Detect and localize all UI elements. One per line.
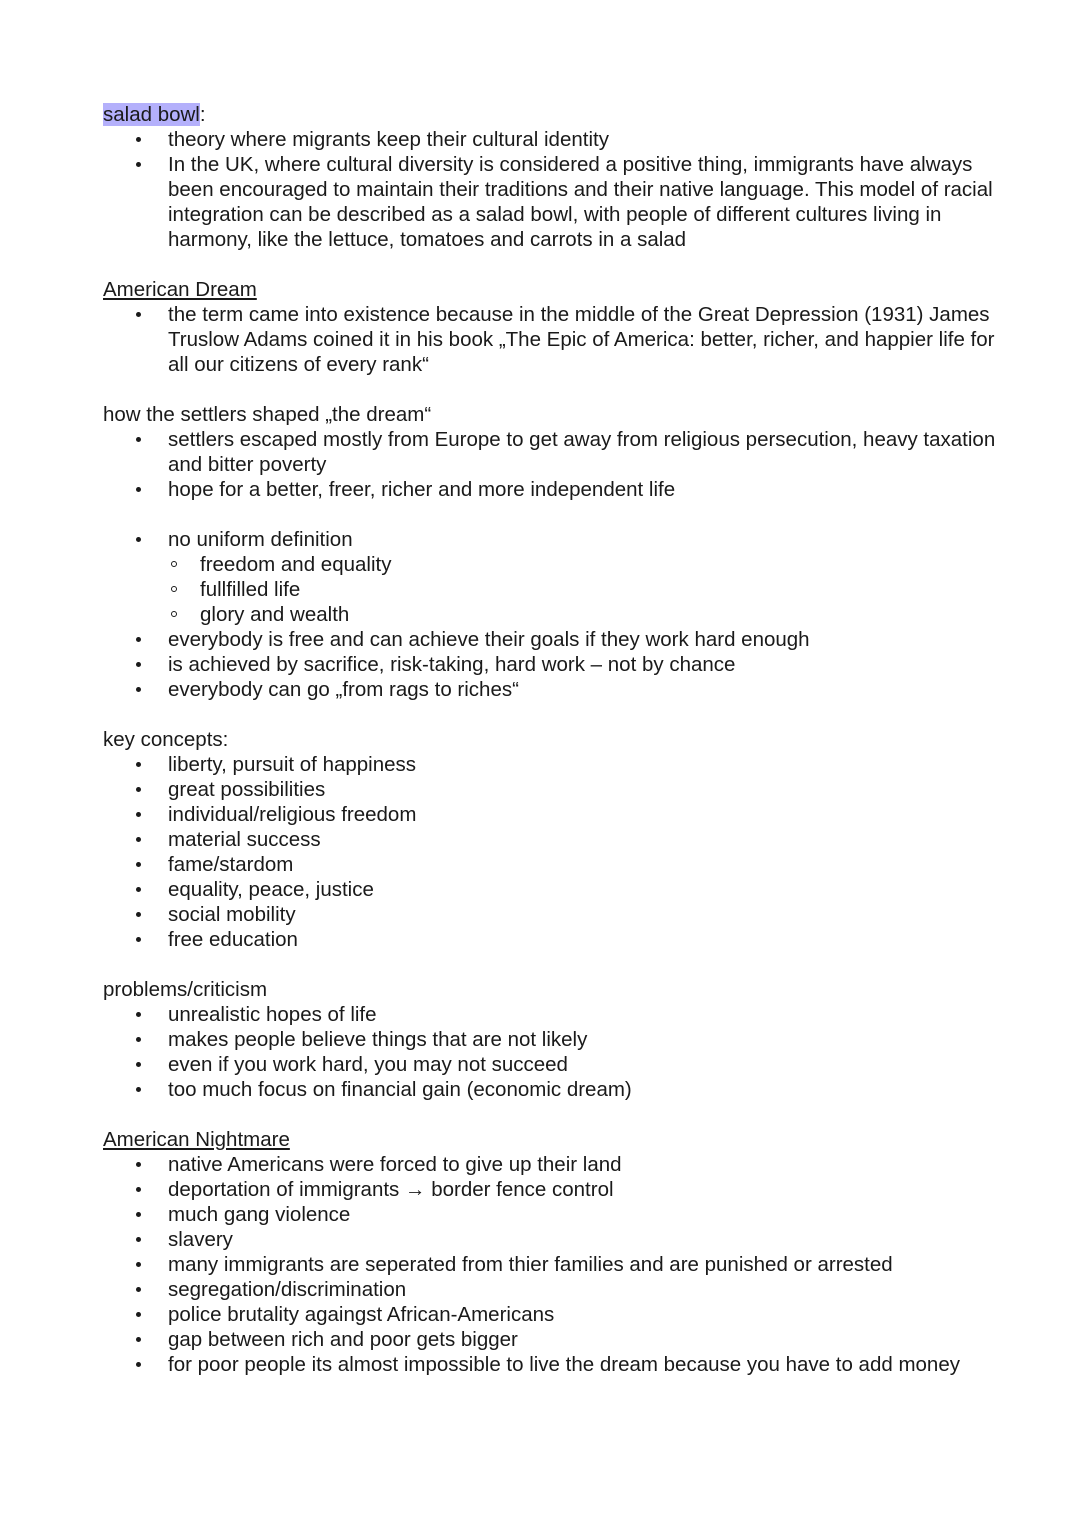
list-item: is achieved by sacrifice, risk-taking, hard work – not by chance xyxy=(103,652,1003,677)
list-item: free education xyxy=(103,927,1003,952)
list-item: everybody can go „from rags to riches“ xyxy=(103,677,1003,702)
bullet-list xyxy=(103,527,1003,702)
section-settlers xyxy=(103,402,1003,502)
list-item: social mobility xyxy=(103,902,1003,927)
section-salad-bowl xyxy=(103,102,1003,252)
list-item: native Americans were forced to give up their land xyxy=(103,1152,1003,1177)
list-item: great possibilities xyxy=(103,777,1003,802)
section-key-concepts xyxy=(103,727,1003,952)
sub-list-item: glory and wealth xyxy=(168,602,1003,627)
list-item: settlers escaped mostly from Europe to get away from religious persecution, heavy taxation and bitter poverty xyxy=(103,427,1003,477)
list-item: unrealistic hopes of life xyxy=(103,1002,1003,1027)
bullet-list xyxy=(103,302,1003,377)
section-heading: key concepts: xyxy=(103,728,229,751)
list-item: gap between rich and poor gets bigger xyxy=(103,1327,1003,1352)
list-item: too much focus on financial gain (economic dream) xyxy=(103,1077,1003,1102)
notes-page xyxy=(103,102,1003,1377)
section-american-dream xyxy=(103,277,1003,377)
section-american-nightmare xyxy=(103,1127,1003,1377)
list-item: segregation/discrimination xyxy=(103,1277,1003,1302)
list-item: theory where migrants keep their cultural identity xyxy=(103,127,1003,152)
list-item: hope for a better, freer, richer and more independent life xyxy=(103,477,1003,502)
list-item: many immigrants are seperated from thier families and are punished or arrested xyxy=(103,1252,1003,1277)
list-item: everybody is free and can achieve their goals if they work hard enough xyxy=(103,627,1003,652)
list-item: material success xyxy=(103,827,1003,852)
sub-bullet-list xyxy=(168,552,1003,627)
list-item: for poor people its almost impossible to live the dream because you have to add money xyxy=(103,1352,1003,1377)
section-heading xyxy=(103,102,1003,127)
heading-text: American Dream xyxy=(103,278,257,301)
bullet-list xyxy=(103,1002,1003,1102)
bullet-list xyxy=(103,1152,1003,1377)
sub-list-item: freedom and equality xyxy=(168,552,1003,577)
bullet-list xyxy=(103,127,1003,252)
list-item: In the UK, where cultural diversity is considered a positive thing, immigrants have always been encouraged to maintain their traditions and their native language. This model of racial integration can be described as a salad bowl, with people of different cultures living in harmony, like the lettuce, tomatoes and carrots in a salad xyxy=(103,152,1003,252)
list-item: police brutality againgst African-Americans xyxy=(103,1302,1003,1327)
list-item xyxy=(103,527,1003,627)
list-item: even if you work hard, you may not succeed xyxy=(103,1052,1003,1077)
heading-text: American Nightmare xyxy=(103,1128,290,1151)
list-item: the term came into existence because in the middle of the Great Depression (1931) James Truslow Adams coined it in his book „The Epic of America: better, richer, and happier life for all our citizens of every rank“ xyxy=(103,302,1003,377)
list-item: liberty, pursuit of happiness xyxy=(103,752,1003,777)
list-item: individual/religious freedom xyxy=(103,802,1003,827)
list-item: equality, peace, justice xyxy=(103,877,1003,902)
heading-text: salad bowl xyxy=(103,103,200,126)
bullet-list xyxy=(103,427,1003,502)
section-definition xyxy=(103,527,1003,702)
list-item: deportation of immigrants → border fence control xyxy=(103,1177,1003,1202)
section-problems xyxy=(103,977,1003,1102)
section-heading xyxy=(103,1127,1003,1152)
list-item: fame/stardom xyxy=(103,852,1003,877)
section-heading xyxy=(103,277,1003,302)
heading-colon: : xyxy=(199,103,206,126)
bullet-list xyxy=(103,752,1003,952)
section-heading: problems/criticism xyxy=(103,978,268,1001)
list-item-label: no uniform definition xyxy=(168,528,353,551)
sub-list-item: fullfilled life xyxy=(168,577,1003,602)
section-heading: how the settlers shaped „the dream“ xyxy=(103,403,432,426)
list-item: much gang violence xyxy=(103,1202,1003,1227)
list-item: makes people believe things that are not likely xyxy=(103,1027,1003,1052)
list-item: slavery xyxy=(103,1227,1003,1252)
